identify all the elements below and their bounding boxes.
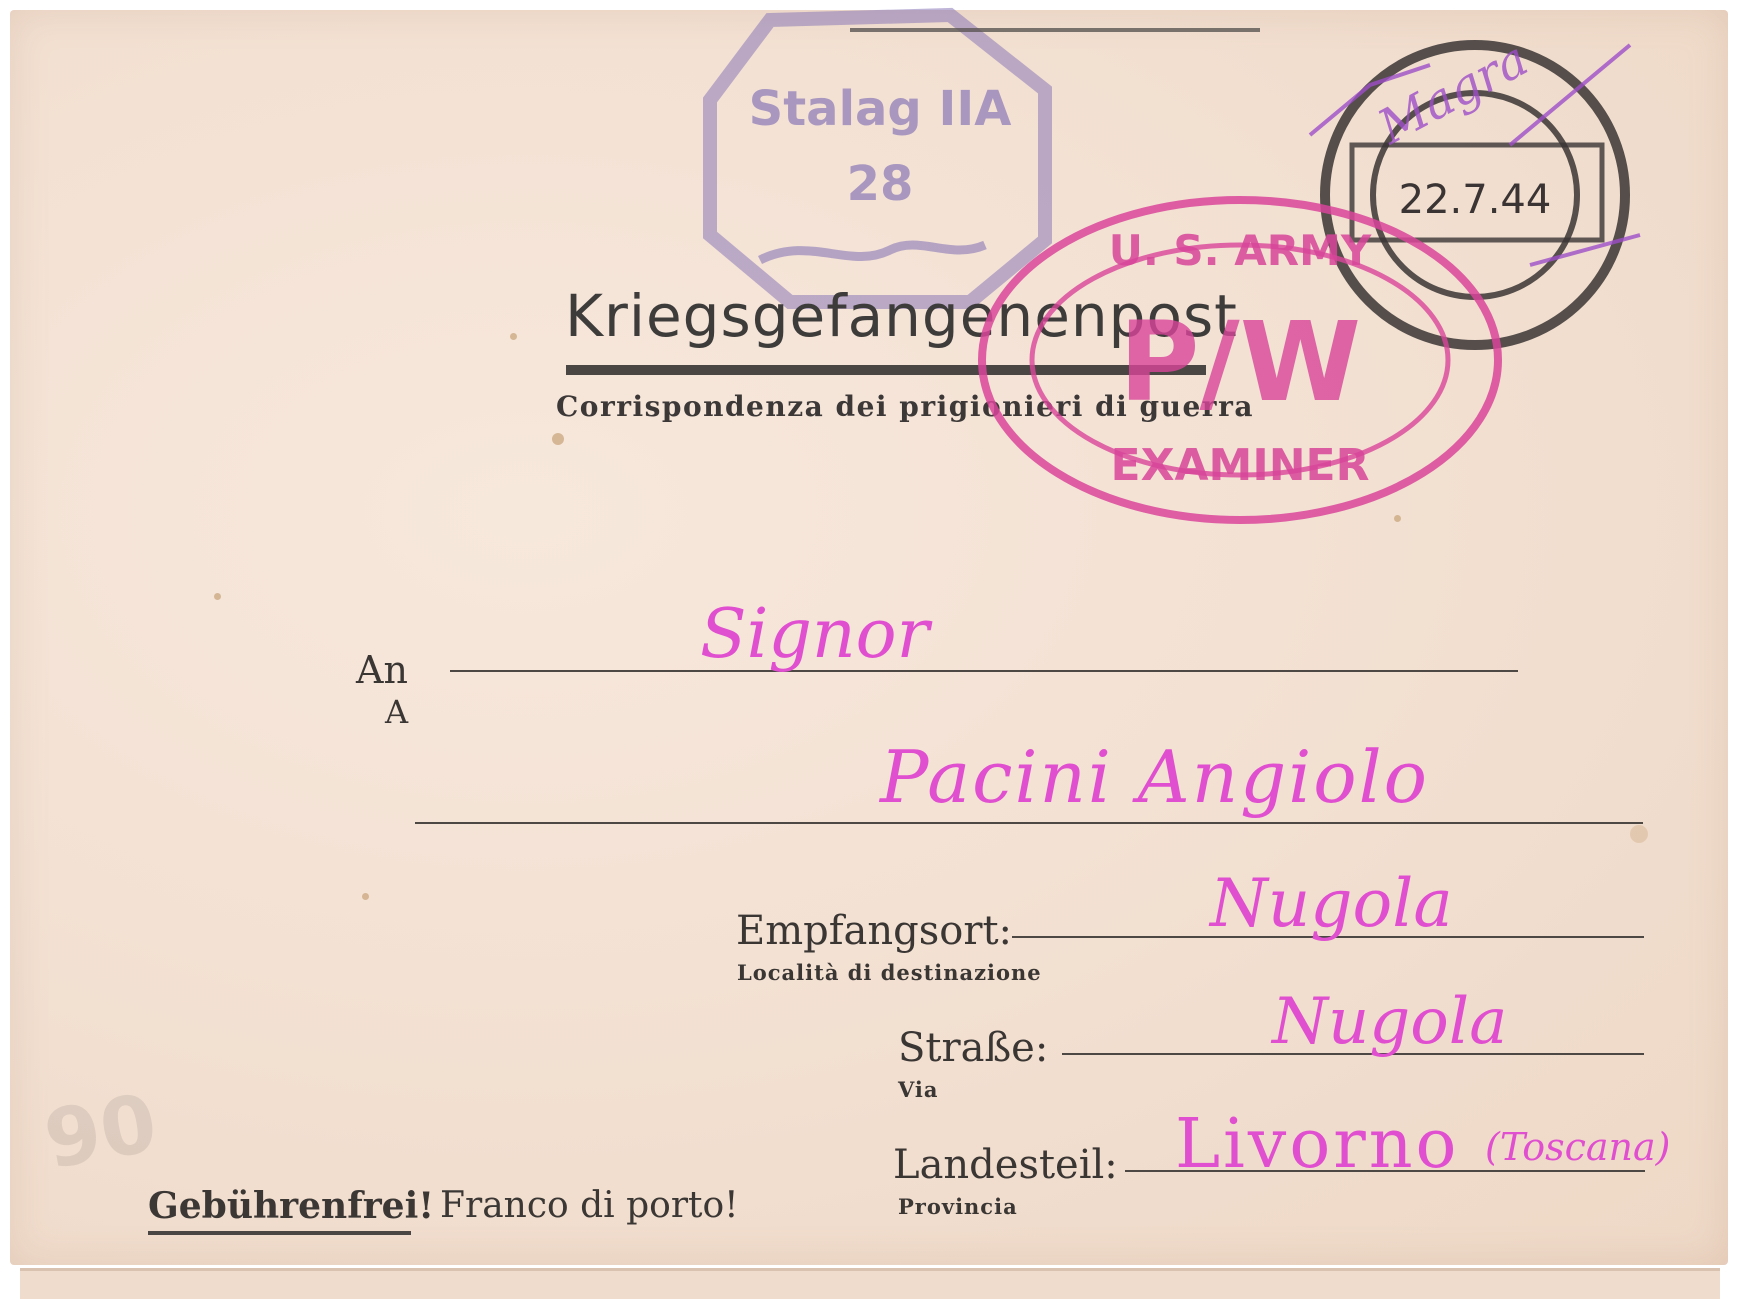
postage-free-it: Franco di porto! [440, 1185, 739, 1226]
place-label-it: Località di destinazione [737, 960, 1042, 985]
postage-free-de: Gebührenfrei! [148, 1185, 435, 1227]
postage-free-underline [148, 1231, 411, 1235]
handwritten-name: Pacini Angiolo [880, 735, 1429, 819]
paper-stain [362, 893, 369, 900]
censor-stamp-line3: EXAMINER [1110, 440, 1370, 491]
handwritten-place: Nugola [1210, 865, 1453, 942]
to-label-it: A [385, 693, 409, 731]
postmark-date: 22.7.44 [1398, 177, 1552, 223]
paper-stain [552, 433, 564, 445]
to-line-2 [415, 822, 1643, 824]
province-label-it: Provincia [898, 1194, 1018, 1219]
street-label-de: Straße: [898, 1025, 1049, 1071]
margin-pencil-mark: 90 [37, 1076, 164, 1187]
censor-stamp-line1: U. S. ARMY [1108, 226, 1372, 275]
page-subtitle: Corrispondenza dei prigionieri di guerra [556, 390, 1254, 423]
stamp-top-rule [850, 28, 1260, 32]
paper-stain [214, 593, 221, 600]
handwritten-street: Nugola [1272, 985, 1508, 1059]
to-label-de: An [356, 648, 408, 692]
pencil-mark: Magra [1369, 31, 1537, 156]
handwritten-region: (Toscana) [1485, 1125, 1671, 1169]
camp-stamp-signature [760, 245, 985, 260]
to-line-1 [450, 670, 1518, 672]
paper-stain [1630, 825, 1648, 843]
handwritten-province: Livorno [1175, 1105, 1460, 1184]
camp-stamp-line2: 28 [846, 156, 914, 212]
card-fold-edge [20, 1268, 1720, 1299]
page-title: Kriegsgefangenenpost [565, 282, 1238, 350]
censor-stamp [970, 185, 1510, 535]
handwritten-salutation: Signor [700, 595, 930, 674]
street-label-it: Via [898, 1077, 939, 1102]
camp-stamp-line1: Stalag IIA [748, 81, 1012, 137]
place-label-de: Empfangsort: [736, 908, 1013, 954]
censor-stamp-line2: P/W [1118, 298, 1362, 426]
paper-stain [510, 333, 517, 340]
province-label-de: Landesteil: [893, 1142, 1118, 1188]
